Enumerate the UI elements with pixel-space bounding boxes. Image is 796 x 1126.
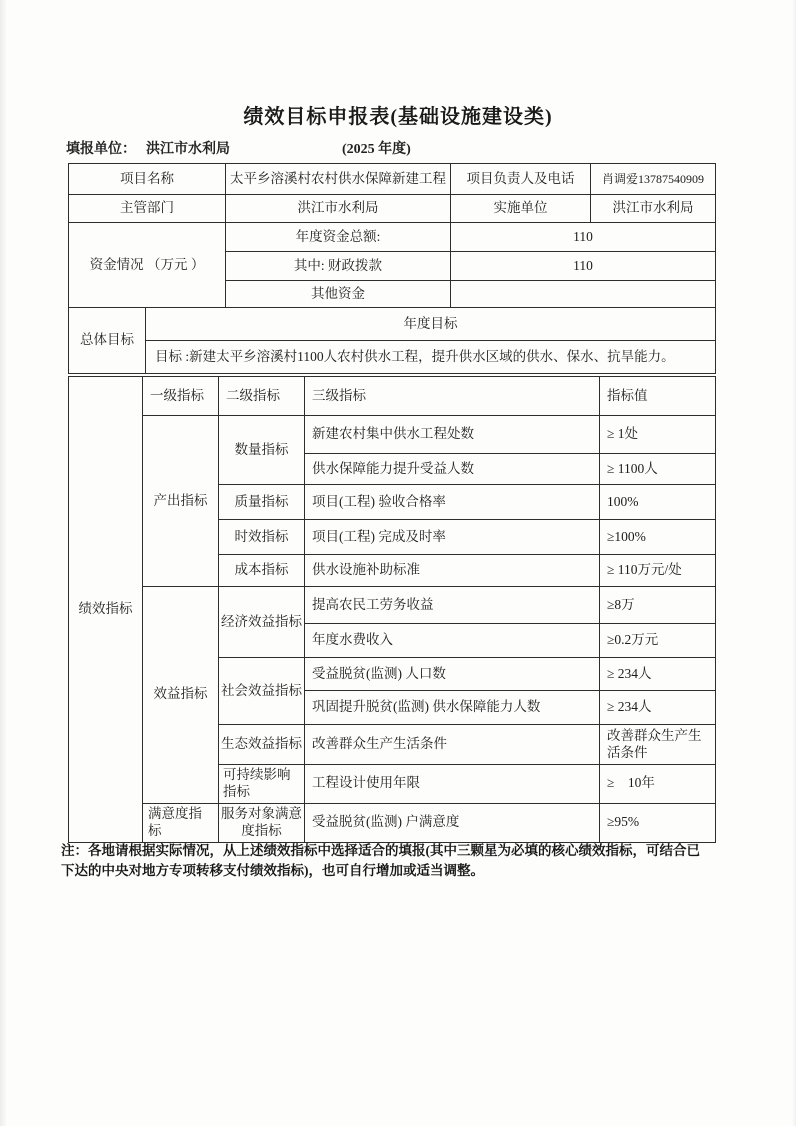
level3-cell: 供水保障能力提升受益人数	[305, 454, 600, 485]
level3-cell: 巩固提升脱贫(监测) 供水保障能力人数	[305, 691, 600, 725]
table-row	[69, 223, 716, 252]
page-edge-shading-left	[0, 0, 7, 1126]
impl-unit-label: 实施单位	[451, 195, 591, 223]
table-row	[69, 416, 716, 454]
level2-sustainability: 可持续影响指标	[219, 765, 305, 804]
level3-cell: 年度水费收入	[305, 624, 600, 658]
table-row	[69, 587, 716, 624]
funds-fiscal-label: 其中: 财政拨款	[226, 252, 451, 281]
value-cell: ≥ 1处	[600, 416, 716, 454]
level2-timeliness: 时效指标	[219, 520, 305, 555]
report-unit-value: 洪江市水利局	[146, 142, 230, 157]
value-cell: ≥8万	[600, 587, 716, 624]
funds-total-value: 110	[451, 223, 716, 252]
value-cell: ≥100%	[600, 520, 716, 555]
overall-goal-table	[68, 307, 716, 374]
level2-quality: 质量指标	[219, 485, 305, 520]
value-cell: ≥95%	[600, 803, 716, 842]
level1-benefit: 效益指标	[143, 587, 219, 804]
footnote-line: 下达的中央对地方专项转移支付绩效指标)，也可自行增加或适当调整。	[61, 863, 484, 878]
impl-unit-value: 洪江市水利局	[591, 195, 716, 223]
funds-other-value	[451, 281, 716, 308]
level3-cell: 受益脱贫(监测) 人口数	[305, 658, 600, 691]
table-row	[69, 164, 716, 195]
table-row	[69, 341, 716, 374]
level2-cost: 成本指标	[219, 555, 305, 587]
level1-output: 产出指标	[143, 416, 219, 587]
level3-cell: 供水设施补助标准	[305, 555, 600, 587]
level2-economic: 经济效益指标	[219, 587, 305, 658]
table-row	[69, 308, 716, 341]
funds-other-label: 其他资金	[226, 281, 451, 308]
value-cell: 100%	[600, 485, 716, 520]
header-level3: 三级指标	[305, 377, 600, 416]
project-name-label: 项目名称	[69, 164, 226, 195]
level3-cell: 项目(工程) 完成及时率	[305, 520, 600, 555]
value-cell: ≥ 10年	[600, 765, 716, 804]
header-level1: 一级指标	[143, 377, 219, 416]
footnote-line: 注：各地请根据实际情况，从上述绩效指标中选择适合的填报(其中三颗星为必填的核心绩效指标，可结合已	[61, 843, 700, 858]
dept-label: 主管部门	[69, 195, 226, 223]
level3-cell: 工程设计使用年限	[305, 765, 600, 804]
table-row	[69, 195, 716, 223]
page-title: 绩效目标申报表(基础设施建设类)	[243, 106, 553, 128]
indicators-table	[68, 376, 716, 843]
level2-social: 社会效益指标	[219, 658, 305, 725]
funds-label: 资金情况 （万元 ）	[69, 223, 226, 308]
annual-goal-text: 目标 :新建太平乡溶溪村1100人农村供水工程，提升供水区域的供水、保水、抗旱能力。	[146, 341, 716, 374]
project-name-value: 太平乡溶溪村农村供水保障新建工程	[226, 164, 451, 195]
indicators-label: 绩效指标	[69, 377, 143, 843]
page-edge-shading-right	[792, 0, 796, 1126]
form-tables	[68, 163, 715, 843]
value-cell: ≥ 234人	[600, 691, 716, 725]
value-cell: ≥ 1100人	[600, 454, 716, 485]
annual-goal-header: 年度目标	[146, 308, 716, 341]
header-level2: 二级指标	[219, 377, 305, 416]
value-cell: 改善群众生产生活条件	[600, 725, 716, 765]
value-cell: ≥ 234人	[600, 658, 716, 691]
level3-cell: 项目(工程) 验收合格率	[305, 485, 600, 520]
level3-cell: 改善群众生产生活条件	[305, 725, 600, 765]
level3-cell: 受益脱贫(监测) 户满意度	[305, 803, 600, 842]
report-year: (2025 年度)	[342, 142, 411, 157]
project-info-table	[68, 163, 716, 308]
report-unit-label: 填报单位：	[66, 142, 136, 157]
level2-service-satisfaction: 服务对象满意度指标	[219, 803, 305, 842]
table-row	[69, 377, 716, 416]
level2-ecological: 生态效益指标	[219, 725, 305, 765]
funds-total-label: 年度资金总额:	[226, 223, 451, 252]
footnote	[61, 841, 763, 881]
project-leader-label: 项目负责人及电话	[451, 164, 591, 195]
value-cell: ≥0.2万元	[600, 624, 716, 658]
project-leader-value: 肖调爱13787540909	[591, 164, 716, 195]
table-row	[69, 803, 716, 842]
value-cell: ≥ 110万元/处	[600, 555, 716, 587]
dept-value: 洪江市水利局	[226, 195, 451, 223]
overall-goal-label: 总体目标	[69, 308, 146, 374]
report-unit-line	[66, 138, 716, 158]
header-value: 指标值	[600, 377, 716, 416]
level1-satisfaction: 满意度指标	[143, 803, 219, 842]
level3-cell: 新建农村集中供水工程处数	[305, 416, 600, 454]
level3-cell: 提高农民工劳务收益	[305, 587, 600, 624]
funds-fiscal-value: 110	[451, 252, 716, 281]
level2-quantity: 数量指标	[219, 416, 305, 485]
